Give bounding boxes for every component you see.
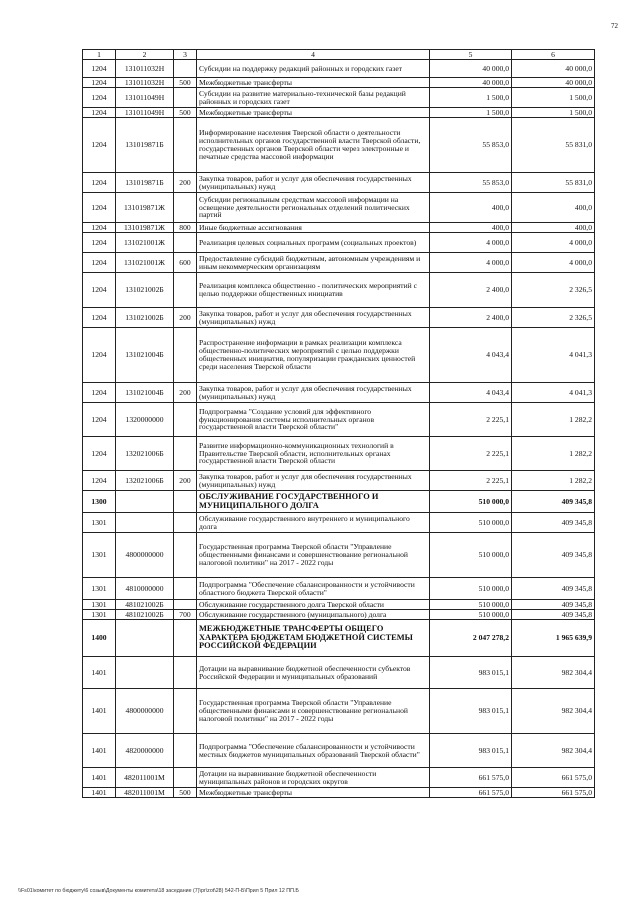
- executed-amount-cell: 661 575,0: [512, 788, 595, 798]
- planned-amount-cell: 400,0: [430, 223, 512, 233]
- table-row: [83, 403, 595, 437]
- executed-amount-cell: 982 304,4: [512, 657, 595, 689]
- section-code-cell: 1401: [83, 788, 116, 798]
- section-code-cell: 1204: [83, 471, 116, 491]
- description-cell: Дотации на выравнивание бюджетной обеспеченности субъектов Российской Федерации и муниципальных образований: [197, 657, 430, 689]
- target-article-cell: [116, 657, 174, 689]
- description-cell: Субсидии на развитие материально-технической базы редакций районных и городских газет: [197, 88, 430, 108]
- section-code-cell: 1204: [83, 383, 116, 403]
- planned-amount-cell: 400,0: [430, 193, 512, 223]
- executed-amount-cell: 4 000,0: [512, 253, 595, 273]
- executed-amount-cell: 2 326,5: [512, 273, 595, 308]
- target-article-cell: [116, 620, 174, 657]
- planned-amount-cell: 983 015,1: [430, 734, 512, 768]
- planned-amount-cell: 2 225,1: [430, 437, 512, 471]
- target-article-cell: 131011032Н: [116, 60, 174, 78]
- expense-type-cell: 600: [174, 253, 197, 273]
- executed-amount-cell: 55 831,0: [512, 118, 595, 173]
- table-row: [83, 657, 595, 689]
- planned-amount-cell: 40 000,0: [430, 78, 512, 88]
- section-code-cell: 1204: [83, 437, 116, 471]
- description-cell: Межбюджетные трансферты: [197, 788, 430, 798]
- section-code-cell: 1301: [83, 513, 116, 533]
- expense-type-cell: [174, 328, 197, 383]
- expense-type-cell: 200: [174, 308, 197, 328]
- section-code-cell: 1204: [83, 403, 116, 437]
- expense-type-cell: [174, 437, 197, 471]
- description-cell: Закупка товаров, работ и услуг для обеспечения государственных (муниципальных) нужд: [197, 383, 430, 403]
- expense-type-cell: [174, 273, 197, 308]
- planned-amount-cell: 2 400,0: [430, 273, 512, 308]
- description-cell: Подпрограмма "Обеспечение сбалансированности и устойчивости областного бюджета Тверской области": [197, 578, 430, 600]
- planned-amount-cell: 2 225,1: [430, 403, 512, 437]
- expense-type-cell: [174, 60, 197, 78]
- planned-amount-cell: 4 043,4: [430, 383, 512, 403]
- table-row: [83, 533, 595, 578]
- target-article-cell: 481021002Б: [116, 600, 174, 610]
- table-row: [83, 471, 595, 491]
- target-article-cell: 131019871Б: [116, 118, 174, 173]
- expense-type-cell: 800: [174, 223, 197, 233]
- planned-amount-cell: 510 000,0: [430, 533, 512, 578]
- executed-amount-cell: 409 345,8: [512, 533, 595, 578]
- target-article-cell: 131011032Н: [116, 78, 174, 88]
- table-row: [83, 788, 595, 798]
- column-header: 6: [512, 50, 595, 60]
- expense-type-cell: 700: [174, 610, 197, 620]
- table-row: [83, 308, 595, 328]
- description-cell: Межбюджетные трансферты: [197, 78, 430, 88]
- executed-amount-cell: 409 345,8: [512, 600, 595, 610]
- expense-type-cell: 200: [174, 383, 197, 403]
- executed-amount-cell: 1 282,2: [512, 471, 595, 491]
- section-code-cell: 1204: [83, 223, 116, 233]
- target-article-cell: 4800000000: [116, 533, 174, 578]
- executed-amount-cell: 1 282,2: [512, 403, 595, 437]
- description-cell: МЕЖБЮДЖЕТНЫЕ ТРАНСФЕРТЫ ОБЩЕГО ХАРАКТЕРА БЮДЖЕТАМ БЮДЖЕТНОЙ СИСТЕМЫ РОССИЙСКОЙ ФЕДЕРАЦИИ: [197, 620, 430, 657]
- expense-type-cell: [174, 88, 197, 108]
- executed-amount-cell: 400,0: [512, 223, 595, 233]
- column-header: 5: [430, 50, 512, 60]
- planned-amount-cell: 510 000,0: [430, 513, 512, 533]
- section-code-cell: 1401: [83, 768, 116, 788]
- executed-amount-cell: 1 500,0: [512, 108, 595, 118]
- section-code-cell: 1400: [83, 620, 116, 657]
- description-cell: Дотации на выравнивание бюджетной обеспеченности муниципальных районов и городских округов: [197, 768, 430, 788]
- table-row: [83, 513, 595, 533]
- column-header: 3: [174, 50, 197, 60]
- section-code-cell: 1300: [83, 491, 116, 513]
- executed-amount-cell: 4 041,3: [512, 383, 595, 403]
- expense-type-cell: [174, 657, 197, 689]
- table-row: [83, 620, 595, 657]
- target-article-cell: 132021006Б: [116, 437, 174, 471]
- target-article-cell: 4820000000: [116, 734, 174, 768]
- executed-amount-cell: 4 000,0: [512, 233, 595, 253]
- planned-amount-cell: 510 000,0: [430, 578, 512, 600]
- section-code-cell: 1204: [83, 78, 116, 88]
- planned-amount-cell: 510 000,0: [430, 491, 512, 513]
- target-article-cell: 482011001М: [116, 768, 174, 788]
- section-code-cell: 1204: [83, 173, 116, 193]
- target-article-cell: 1320000000: [116, 403, 174, 437]
- table-row: [83, 610, 595, 620]
- planned-amount-cell: 2 225,1: [430, 471, 512, 491]
- description-cell: Закупка товаров, работ и услуг для обеспечения государственных (муниципальных) нужд: [197, 308, 430, 328]
- description-cell: Предоставление субсидий бюджетным, автономным учреждениям и иным некоммерческим организациям: [197, 253, 430, 273]
- target-article-cell: 131021001Ж: [116, 253, 174, 273]
- section-code-cell: 1204: [83, 108, 116, 118]
- executed-amount-cell: 2 326,5: [512, 308, 595, 328]
- table-row: [83, 78, 595, 88]
- expense-type-cell: [174, 513, 197, 533]
- table-row: [83, 689, 595, 734]
- description-cell: Реализация комплекса общественно - политических мероприятий с целью поддержки общественных инициатив: [197, 273, 430, 308]
- table-row: [83, 118, 595, 173]
- column-header: 4: [197, 50, 430, 60]
- target-article-cell: 481021002Б: [116, 610, 174, 620]
- expense-type-cell: [174, 689, 197, 734]
- table-row: [83, 328, 595, 383]
- target-article-cell: 131019871Б: [116, 173, 174, 193]
- table-row: [83, 253, 595, 273]
- expense-type-cell: [174, 620, 197, 657]
- expense-type-cell: 200: [174, 471, 197, 491]
- table-row: [83, 600, 595, 610]
- description-cell: Распространение информации в рамках реализации комплекса общественно-политических мероприятий с целью поддержки общественных инициатив, популяризации гражданских ценностей среди населения Тверской области: [197, 328, 430, 383]
- expense-type-cell: [174, 533, 197, 578]
- expense-type-cell: 500: [174, 108, 197, 118]
- planned-amount-cell: 2 047 278,2: [430, 620, 512, 657]
- expense-type-cell: [174, 491, 197, 513]
- section-code-cell: 1301: [83, 600, 116, 610]
- executed-amount-cell: 40 000,0: [512, 78, 595, 88]
- section-code-cell: 1401: [83, 734, 116, 768]
- description-cell: Развитие информационно-коммуникационных технологий в Правительстве Тверской области, исполнительных органах государственной власти Тверской области: [197, 437, 430, 471]
- section-code-cell: 1301: [83, 578, 116, 600]
- expense-type-cell: [174, 233, 197, 253]
- planned-amount-cell: 1 500,0: [430, 88, 512, 108]
- executed-amount-cell: 55 831,0: [512, 173, 595, 193]
- section-code-cell: 1204: [83, 273, 116, 308]
- description-cell: Иные бюджетные ассигнования: [197, 223, 430, 233]
- target-article-cell: 4800000000: [116, 689, 174, 734]
- planned-amount-cell: 2 400,0: [430, 308, 512, 328]
- table-row: [83, 108, 595, 118]
- section-code-cell: 1204: [83, 60, 116, 78]
- section-code-cell: 1301: [83, 533, 116, 578]
- executed-amount-cell: 4 041,3: [512, 328, 595, 383]
- expense-type-cell: 500: [174, 788, 197, 798]
- table-row: [83, 193, 595, 223]
- expense-type-cell: [174, 193, 197, 223]
- target-article-cell: 131021004Б: [116, 383, 174, 403]
- section-code-cell: 1401: [83, 657, 116, 689]
- target-article-cell: 131011049Н: [116, 108, 174, 118]
- page-number: 72: [611, 22, 618, 30]
- target-article-cell: 132021006Б: [116, 471, 174, 491]
- table-row: [83, 768, 595, 788]
- executed-amount-cell: 409 345,8: [512, 578, 595, 600]
- description-cell: Государственная программа Тверской области "Управление общественными финансами и совершенствование региональной налоговой политики" на 2017 - 2022 годы: [197, 689, 430, 734]
- table-row: [83, 491, 595, 513]
- table-row: [83, 60, 595, 78]
- target-article-cell: 131021004Б: [116, 328, 174, 383]
- target-article-cell: 131019871Ж: [116, 223, 174, 233]
- expense-type-cell: [174, 600, 197, 610]
- column-header: 1: [83, 50, 116, 60]
- target-article-cell: 4810000000: [116, 578, 174, 600]
- description-cell: ОБСЛУЖИВАНИЕ ГОСУДАРСТВЕННОГО И МУНИЦИПАЛЬНОГО ДОЛГА: [197, 491, 430, 513]
- executed-amount-cell: 409 345,8: [512, 491, 595, 513]
- table-row: [83, 383, 595, 403]
- expense-type-cell: [174, 734, 197, 768]
- description-cell: Государственная программа Тверской области "Управление общественными финансами и совершенствование региональной налоговой политики" на 2017 - 2022 годы: [197, 533, 430, 578]
- section-code-cell: 1401: [83, 689, 116, 734]
- target-article-cell: 131021002Б: [116, 308, 174, 328]
- description-cell: Реализация целевых социальных программ (социальных проектов): [197, 233, 430, 253]
- expense-type-cell: 500: [174, 78, 197, 88]
- executed-amount-cell: 40 000,0: [512, 60, 595, 78]
- planned-amount-cell: 4 043,4: [430, 328, 512, 383]
- expense-type-cell: [174, 118, 197, 173]
- executed-amount-cell: 661 575,0: [512, 768, 595, 788]
- table-row: [83, 734, 595, 768]
- section-code-cell: 1204: [83, 118, 116, 173]
- description-cell: Обслуживание государственного внутреннего и муниципального долга: [197, 513, 430, 533]
- section-code-cell: 1204: [83, 328, 116, 383]
- executed-amount-cell: 1 282,2: [512, 437, 595, 471]
- target-article-cell: 131011049Н: [116, 88, 174, 108]
- description-cell: Подпрограмма "Обеспечение сбалансированности и устойчивости местных бюджетов муниципальных образований Тверской области": [197, 734, 430, 768]
- table-row: [83, 578, 595, 600]
- section-code-cell: 1204: [83, 193, 116, 223]
- description-cell: Закупка товаров, работ и услуг для обеспечения государственных (муниципальных) нужд: [197, 471, 430, 491]
- description-cell: Субсидии региональным средствам массовой информации на освещение деятельности региональных отделений политических партий: [197, 193, 430, 223]
- executed-amount-cell: 1 965 639,9: [512, 620, 595, 657]
- section-code-cell: 1204: [83, 88, 116, 108]
- table-row: [83, 173, 595, 193]
- description-cell: Обслуживание государственного долга Тверской области: [197, 600, 430, 610]
- file-path-footer: \\Fs01\комитет по бюджету\6 созыв\Документы комитета\18 заседание (7)\pr\zot\28) 542-П-Б\Прил 5 Прил 12 ПП.Б: [18, 888, 299, 894]
- planned-amount-cell: 4 000,0: [430, 253, 512, 273]
- section-code-cell: 1204: [83, 253, 116, 273]
- planned-amount-cell: 983 015,1: [430, 689, 512, 734]
- expense-type-cell: 200: [174, 173, 197, 193]
- planned-amount-cell: 40 000,0: [430, 60, 512, 78]
- table-row: [83, 88, 595, 108]
- executed-amount-cell: 409 345,8: [512, 610, 595, 620]
- target-article-cell: [116, 491, 174, 513]
- planned-amount-cell: 55 853,0: [430, 118, 512, 173]
- expense-type-cell: [174, 578, 197, 600]
- description-cell: Подпрограмма "Создание условий для эффективного функционирования системы исполнительных органов государственной власти Тверской области": [197, 403, 430, 437]
- target-article-cell: 131019871Ж: [116, 193, 174, 223]
- target-article-cell: 131021002Б: [116, 273, 174, 308]
- planned-amount-cell: 661 575,0: [430, 768, 512, 788]
- planned-amount-cell: 4 000,0: [430, 233, 512, 253]
- executed-amount-cell: 400,0: [512, 193, 595, 223]
- target-article-cell: 131021001Ж: [116, 233, 174, 253]
- section-code-cell: 1204: [83, 233, 116, 253]
- planned-amount-cell: 510 000,0: [430, 610, 512, 620]
- planned-amount-cell: 1 500,0: [430, 108, 512, 118]
- expense-type-cell: [174, 403, 197, 437]
- description-cell: Межбюджетные трансферты: [197, 108, 430, 118]
- target-article-cell: [116, 513, 174, 533]
- section-code-cell: 1204: [83, 308, 116, 328]
- table-header-row: [83, 50, 595, 60]
- table-row: [83, 437, 595, 471]
- executed-amount-cell: 982 304,4: [512, 734, 595, 768]
- budget-table: [82, 49, 595, 798]
- description-cell: Закупка товаров, работ и услуг для обеспечения государственных (муниципальных) нужд: [197, 173, 430, 193]
- executed-amount-cell: 409 345,8: [512, 513, 595, 533]
- table-row: [83, 223, 595, 233]
- planned-amount-cell: 510 000,0: [430, 600, 512, 610]
- description-cell: Обслуживание государственного (муниципального) долга: [197, 610, 430, 620]
- executed-amount-cell: 982 304,4: [512, 689, 595, 734]
- description-cell: Субсидии на поддержку редакций районных и городских газет: [197, 60, 430, 78]
- planned-amount-cell: 55 853,0: [430, 173, 512, 193]
- planned-amount-cell: 983 015,1: [430, 657, 512, 689]
- executed-amount-cell: 1 500,0: [512, 88, 595, 108]
- planned-amount-cell: 661 575,0: [430, 788, 512, 798]
- table-row: [83, 273, 595, 308]
- description-cell: Информирование населения Тверской области о деятельности исполнительных органов государственной власти Тверской области, государственных органов Тверской области через электронные и печатные средства массовой информации: [197, 118, 430, 173]
- section-code-cell: 1301: [83, 610, 116, 620]
- table-row: [83, 233, 595, 253]
- expense-type-cell: [174, 768, 197, 788]
- column-header: 2: [116, 50, 174, 60]
- target-article-cell: 482011001М: [116, 788, 174, 798]
